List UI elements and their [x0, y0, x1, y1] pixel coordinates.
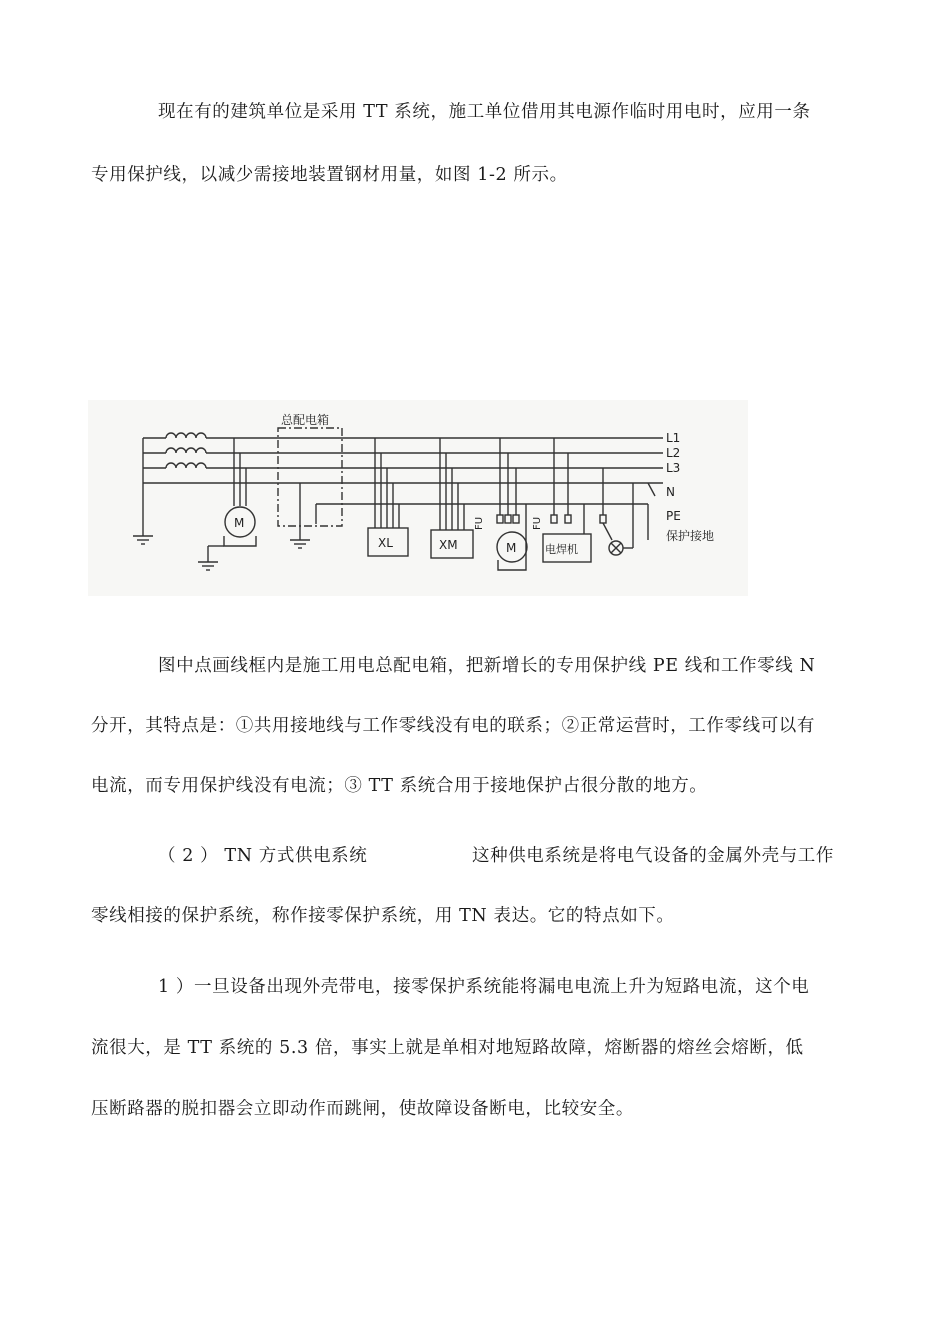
paragraph-4-line-3: 压断路器的脱扣器会立即动作而跳闸，使故障设备断电，比较安全。 — [91, 1099, 634, 1119]
section-heading-tn: （ 2 ） TN 方式供电系统 — [158, 846, 368, 866]
fuse-label-2: FU — [532, 516, 543, 530]
label-n: N — [666, 485, 675, 499]
paragraph-4-line-1: 1 ）一旦设备出现外壳带电，接零保护系统能将漏电电流上升为短路电流，这个电 — [158, 977, 810, 997]
fuse-welder-b — [565, 515, 571, 523]
label-pe: PE — [666, 509, 681, 523]
fuse-motor-2-c — [513, 515, 519, 523]
label-l3: L3 — [666, 461, 681, 475]
transformer-coil-2 — [166, 448, 206, 453]
paragraph-4-line-2: 流很大，是 TT 系统的 5.3 倍，事实上就是单相对地短路故障，熔断器的熔丝会熔断，低 — [91, 1038, 804, 1058]
wiring-diagram-figure — [88, 400, 748, 596]
paragraph-1-line-1: 现在有的建筑单位是采用 TT 系统，施工单位借用其电源作临时用电时，应用一条 — [158, 102, 811, 122]
fuse-welder-a — [551, 515, 557, 523]
paragraph-2-line-3: 电流，而专用保护线没有电流；③ TT 系统合用于接地保护占很分散的地方。 — [91, 776, 708, 796]
label-l2: L2 — [666, 446, 681, 460]
fuse-motor-2-b — [505, 515, 511, 523]
fuse-motor-2-a — [497, 515, 503, 523]
paragraph-2-line-1: 图中点画线框内是施工用电总配电箱，把新增长的专用保护线 PE 线和工作零线 N — [158, 656, 816, 676]
paragraph-2-line-2: 分开，其特点是：①共用接地线与工作零线没有电的联系；②正常运营时，工作零线可以有 — [91, 716, 815, 736]
fuse-lamp — [600, 515, 606, 523]
device-xl-label: XL — [378, 536, 393, 550]
transformer-coil-1 — [166, 433, 206, 438]
label-l1: L1 — [666, 431, 681, 445]
wiring-diagram — [88, 400, 748, 596]
paragraph-3-line-2: 零线相接的保护系统，称作接零保护系统，用 TN 表达。它的特点如下。 — [91, 906, 675, 926]
main-distribution-box — [278, 428, 342, 526]
fuse-label-1: FU — [474, 516, 485, 530]
motor-2-label: M — [506, 541, 517, 555]
welder-label: 电焊机 — [545, 543, 578, 556]
paragraph-3-line-1: 这种供电系统是将电气设备的金属外壳与工作 — [472, 846, 834, 866]
label-protective-ground: 保护接地 — [666, 529, 715, 543]
device-xm-label: XM — [439, 538, 458, 552]
motor-1-label: M — [234, 516, 245, 530]
distribution-box-label: 总配电箱 — [281, 413, 330, 427]
transformer-coil-3 — [166, 463, 206, 468]
paragraph-1-line-2: 专用保护线，以减少需接地装置钢材用量，如图 1-2 所示。 — [91, 165, 568, 185]
